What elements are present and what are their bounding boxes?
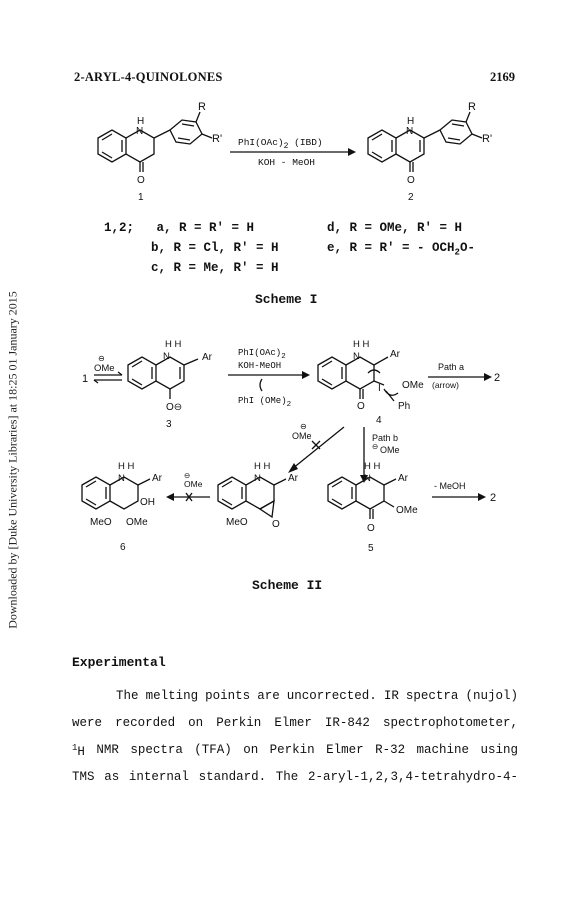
scheme-2-diagram — [0, 335, 583, 570]
scheme-1-diagram — [0, 90, 583, 205]
body-word: Perkin — [269, 743, 315, 757]
substituent-c: c, R = Me, R' = H — [151, 261, 279, 275]
carbonyl-o-label-2: O — [407, 175, 415, 186]
reagent-ibd: $PhI(OAc)_2$ (IBD) — [238, 137, 323, 151]
path-a-label: Path a — [438, 362, 465, 372]
nmr-word — [72, 743, 85, 759]
methoxide-charge: ⊖ — [98, 354, 105, 363]
compound-5-structure — [328, 477, 396, 519]
compound-1-label: 1 — [138, 192, 144, 203]
body-word: (nujol) — [465, 689, 518, 703]
page-number: 2169 — [490, 70, 515, 84]
n-label-epoxide: N — [254, 473, 261, 484]
body-word: spectra — [405, 689, 459, 703]
compound-5-label: 5 — [368, 543, 374, 554]
compound-4-label: 4 — [376, 415, 382, 426]
ome-label-5: OMe — [396, 505, 418, 516]
substituent-a: a, R = R' = H — [156, 221, 255, 235]
substituent-row-1 — [104, 221, 254, 235]
body-word: Perkin — [216, 716, 262, 730]
compound-4-structure — [318, 357, 398, 401]
reagent-koh-meoh-2: KOH-MeOH — [238, 361, 282, 371]
h-label-epoxide: H H — [254, 461, 271, 472]
body-word: 2-aryl-1,2,3,4-tetrahydro-4- — [307, 770, 518, 784]
compound-3-structure — [128, 357, 198, 399]
body-word: as — [104, 770, 120, 784]
body-line-4 — [72, 770, 518, 784]
n-label-3: N — [163, 351, 170, 362]
body-word: The — [116, 689, 139, 703]
substituent-b: b, R = Cl, R' = H — [151, 241, 279, 255]
compound-2-structure — [368, 112, 482, 172]
path-b-label: Path b — [372, 433, 399, 443]
body-word: on — [188, 716, 204, 730]
path-b-ome-label: OMe — [380, 445, 400, 455]
body-word: TMS — [72, 770, 95, 784]
body-word: IR-842 — [324, 716, 370, 730]
body-word: Elmer — [326, 743, 364, 757]
r-label-2: R — [468, 101, 476, 113]
epoxide-ome-label: OMe — [184, 479, 203, 489]
substituent-e: e, R = R' = - $OCH_2O-$ — [327, 241, 475, 258]
ar-label-6: Ar — [152, 473, 162, 484]
r-label: R — [198, 101, 206, 113]
body-line-2 — [72, 716, 518, 730]
ar-label-4: Ar — [390, 349, 400, 360]
h-label-4: H H — [353, 339, 370, 350]
carbonyl-o-label-4: O — [357, 401, 365, 412]
body-word: Elmer — [274, 716, 312, 730]
body-word: standard. — [198, 770, 267, 784]
body-word: The — [275, 770, 299, 784]
oh-label-6: OH — [140, 497, 155, 508]
ar-label-5: Ar — [398, 473, 408, 484]
h-label-6: H H — [118, 461, 135, 472]
body-word: NMR — [96, 743, 119, 757]
body-word: uncorrected. — [286, 689, 377, 703]
body-word: spectrophotometer, — [382, 716, 518, 730]
carbonyl-o-label-5: O — [367, 523, 375, 534]
ome-label-4: OMe — [402, 380, 424, 391]
ph-label-4: Ph — [398, 401, 411, 412]
section-heading-experimental: Experimental — [72, 655, 166, 670]
body-word: R-32 — [375, 743, 406, 757]
n-label-2: N — [406, 126, 414, 137]
reagent-phi-ome: PhI $(OMe)_2$ — [238, 396, 292, 409]
body-word: using — [480, 743, 518, 757]
n-label: N — [136, 126, 144, 137]
body-word: IR — [383, 689, 399, 703]
meo-label-epoxide: MeO — [226, 517, 248, 528]
meo-label-6: MeO — [90, 517, 112, 528]
iodine-label: I — [378, 383, 381, 394]
n-label-6: N — [118, 473, 125, 484]
r-prime-label: R' — [212, 133, 223, 145]
body-word: spectra — [130, 743, 183, 757]
blocked-ome-label: OMe — [292, 431, 312, 441]
nh-h-label: H — [137, 116, 145, 127]
body-word: internal — [128, 770, 189, 784]
body-word: are — [257, 689, 280, 703]
scheme2-compound-2b-label: 2 — [490, 492, 497, 504]
minus-meoh-label: - MeOH — [434, 481, 466, 491]
ome-label-6: OMe — [126, 517, 148, 528]
running-head: 2-ARYL-4-QUINOLONES — [74, 70, 223, 84]
svg-text:⊖: ⊖ — [300, 422, 307, 431]
body-word: recorded — [115, 716, 176, 730]
methoxide-label: OMe — [94, 363, 115, 374]
scheme-1-caption: Scheme I — [255, 292, 318, 307]
epoxide-o-label: O — [272, 519, 280, 530]
compound-1-structure — [98, 112, 212, 172]
n-label-4: N — [353, 351, 360, 362]
body-word: were — [72, 716, 103, 730]
substituent-d: d, R = OMe, R' = H — [327, 221, 463, 235]
watermark-text: Downloaded by [Duke University Libraries] at 18:25 01 January 2015 — [5, 291, 20, 629]
body-word: machine — [416, 743, 470, 757]
svg-text:⊖: ⊖ — [184, 471, 191, 480]
scheme2-compound-2a-label: 2 — [494, 372, 501, 384]
svg-text:⊖: ⊖ — [372, 442, 379, 451]
scheme-2-caption: Scheme II — [252, 578, 323, 593]
body-word: on — [243, 743, 259, 757]
body-word: points — [205, 689, 251, 703]
body-word: H — [77, 745, 85, 760]
n-label-5: N — [364, 473, 371, 484]
compound-6-label: 6 — [120, 542, 126, 553]
r-prime-label-2: R' — [482, 133, 493, 145]
h-label-5: H H — [364, 461, 381, 472]
epoxide-intermediate-structure — [218, 477, 286, 517]
ar-label-3: Ar — [202, 352, 212, 363]
carbonyl-o-label: O — [137, 175, 145, 186]
body-line-3 — [72, 743, 518, 759]
body-line-1 — [116, 689, 518, 703]
body-word: melting — [145, 689, 199, 703]
compound-3-label: 3 — [166, 419, 172, 430]
h-label-3a: H H — [165, 339, 182, 350]
scheme2-compound-1-label: 1 — [82, 373, 89, 385]
nmr-superscript: 1 — [72, 743, 78, 753]
compound-series-label: 1,2; — [104, 221, 135, 235]
path-a-note: (arrow) — [432, 380, 459, 390]
nh-h-label-2: H — [407, 116, 415, 127]
body-word: (TFA) — [194, 743, 232, 757]
compound-2-label: 2 — [408, 192, 414, 203]
reagent-phi-oac: $PhI(OAc)_2$ — [238, 348, 286, 361]
ar-label-epoxide: Ar — [288, 473, 298, 484]
reagent-koh-meoh: KOH - MeOH — [258, 157, 316, 168]
enolate-o-label: O⊖ — [166, 402, 183, 413]
